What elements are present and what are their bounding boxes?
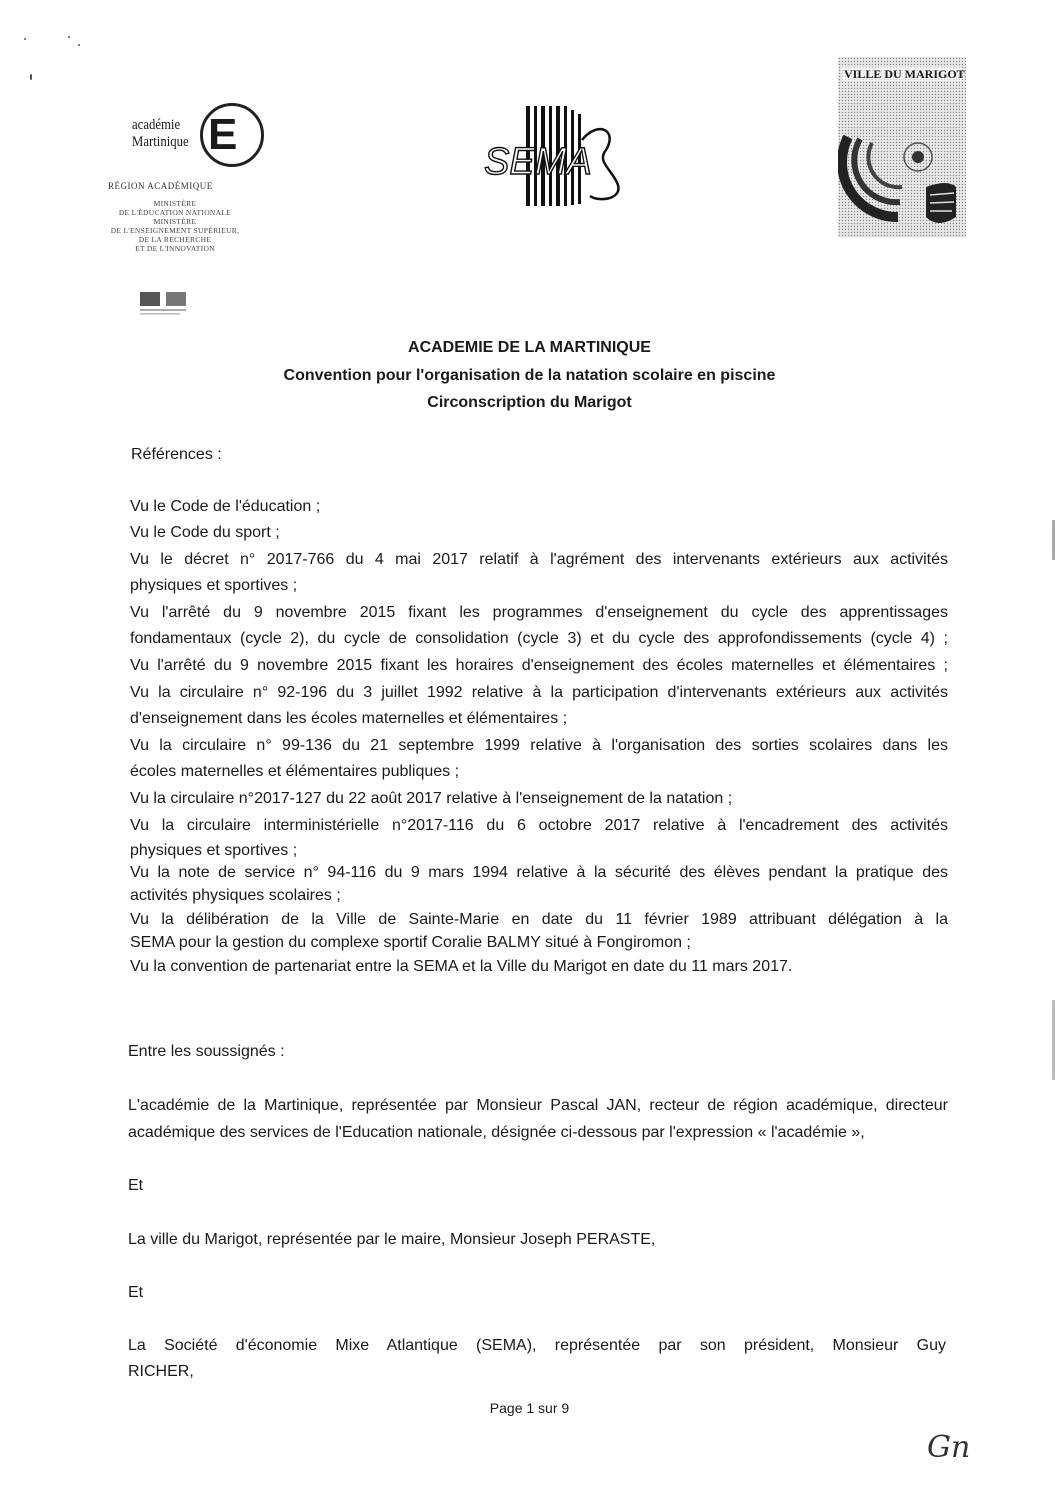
- reference-line: physiques et sportives ;: [130, 842, 298, 859]
- reference-line: fondamentaux (cycle 2), du cycle de consolidation (cycle 3) et du cycle des approfondissements (cycle 4) ;: [130, 630, 948, 647]
- party-academie: L'académie de la Martinique, représentée par Monsieur Pascal JAN, recteur de région académique, directeur: [128, 1097, 948, 1114]
- sema-logo: [478, 100, 648, 210]
- and-label: Et: [128, 1177, 144, 1194]
- scan-speck: [68, 36, 70, 38]
- reference-line: Vu la circulaire n° 99-136 du 21 septembre 1999 relative à l'organisation des sorties scolaires dans les: [130, 737, 948, 754]
- reference-line: Vu la note de service n° 94-116 du 9 mars 1994 relative à la sécurité des élèves pendant la pratique des: [130, 864, 948, 881]
- document-subtitle: Convention pour l'organisation de la natation scolaire en piscine: [283, 367, 776, 384]
- party-academie-cont: académique des services de l'Education nationale, désignée ci-dessous par l'expression « l'académie »,: [128, 1124, 865, 1141]
- document-circonscription: Circonscription du Marigot: [427, 394, 632, 411]
- and-label: Et: [128, 1284, 144, 1301]
- scan-edge: [1052, 520, 1055, 560]
- references-label: Références :: [131, 446, 222, 463]
- reference-line: Vu la convention de partenariat entre la SEMA et la Ville du Marigot en date du 11 mars 2017.: [130, 958, 793, 975]
- reference-line: d'enseignement dans les écoles maternelles et élémentaires ;: [130, 710, 568, 727]
- scan-speck: [30, 74, 32, 80]
- party-sema-cont: RICHER,: [128, 1363, 194, 1380]
- scan-edge: [1052, 1000, 1055, 1080]
- academie-logo-letter: E: [208, 110, 238, 159]
- party-sema: La Société d'économie Mixe Atlantique (SEMA), représentée par son président, Monsieur Guy: [128, 1337, 946, 1354]
- reference-line: SEMA pour la gestion du complexe sportif Coralie BALMY situé à Fongiromon ;: [130, 934, 691, 951]
- reference-line: Vu la circulaire interministérielle n°2017-116 du 6 octobre 2017 relative à l'encadrement des activités: [130, 817, 948, 834]
- reference-line: écoles maternelles et élémentaires publiques ;: [130, 763, 460, 780]
- academie-logo-wordmark: académie Martinique: [132, 117, 189, 150]
- document-title: ACADEMIE DE LA MARTINIQUE: [408, 339, 651, 356]
- party-ville: La ville du Marigot, représentée par le maire, Monsieur Joseph PERASTE,: [128, 1231, 656, 1248]
- reference-line: Vu le Code du sport ;: [130, 524, 280, 541]
- sema-logo-text: SEMA: [484, 141, 592, 183]
- handwritten-initials: Gn: [927, 1430, 971, 1465]
- ministries-label: MINISTÈRE DE L'ÉDUCATION NATIONALE MINISTÈRE DE L'ENSEIGNEMENT SUPÉRIEUR, DE LA RECHERCHE ET DE L'INNOVATION: [110, 199, 240, 253]
- scan-speck: [24, 38, 26, 40]
- reference-line: Vu la délibération de la Ville de Sainte-Marie en date du 11 février 1989 attribuant délégation à la: [130, 911, 948, 928]
- scan-speck: [78, 44, 80, 46]
- reference-line: Vu le Code de l'éducation ;: [130, 498, 321, 515]
- reference-line: Vu le décret n° 2017-766 du 4 mai 2017 relatif à l'agrément des intervenants extérieurs aux activités: [130, 551, 948, 568]
- page-number: Page 1 sur 9: [489, 1400, 570, 1416]
- reference-line: Vu la circulaire n°2017-127 du 22 août 2017 relative à l'enseignement de la natation ;: [130, 790, 733, 807]
- region-academique-label: RÉGION ACADÉMIQUE: [108, 181, 213, 191]
- parties-intro: Entre les soussignés :: [128, 1043, 285, 1060]
- reference-line: activités physiques scolaires ;: [130, 887, 341, 904]
- reference-line: physiques et sportives ;: [130, 577, 298, 594]
- reference-line: Vu la circulaire n° 92-196 du 3 juillet 1992 relative à la participation d'intervenants extérieurs aux activités: [130, 684, 948, 701]
- ville-logo-text: VILLE DU MARIGOT: [844, 67, 965, 81]
- republic-marianne-icon: [138, 290, 192, 316]
- reference-line: Vu l'arrêté du 9 novembre 2015 fixant les programmes d'enseignement du cycle des apprentissages: [130, 604, 948, 621]
- reference-line: Vu l'arrêté du 9 novembre 2015 fixant les horaires d'enseignement des écoles maternelles et élémentaires ;: [130, 657, 948, 674]
- ville-du-marigot-logo: [838, 57, 966, 237]
